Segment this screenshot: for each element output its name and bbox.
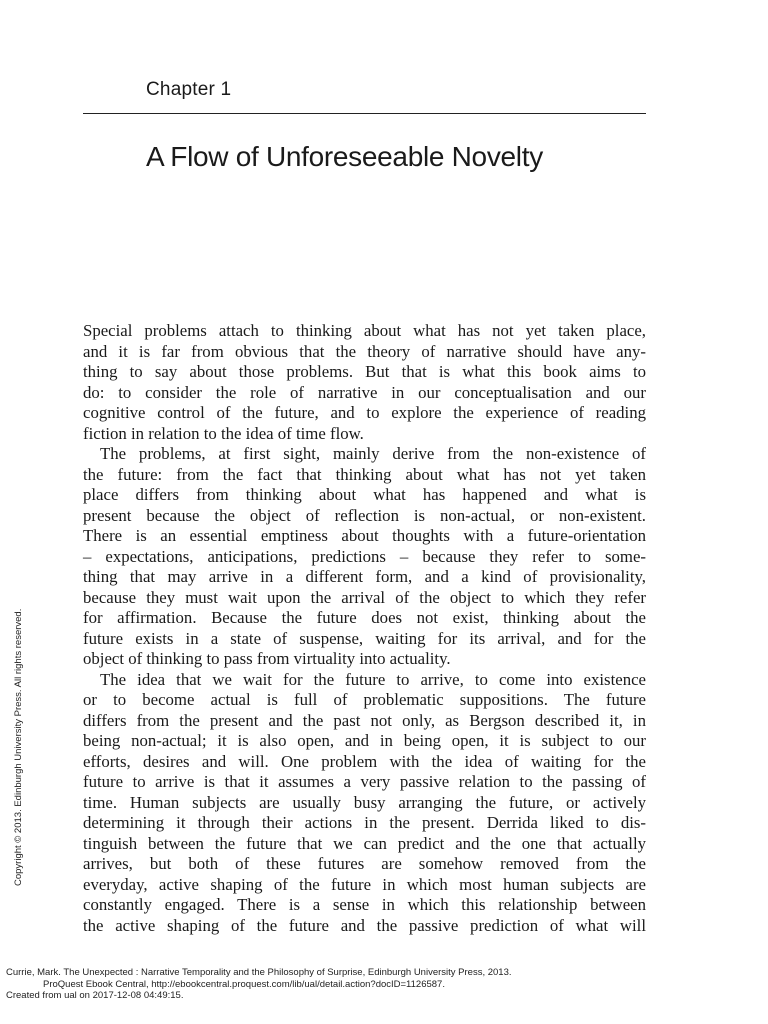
text-line: arrives, but both of these futures are somehow removed from the [83, 854, 646, 873]
chapter-label: Chapter 1 [146, 79, 232, 100]
text-line: or to become actual is full of problematic suppositions. The future [83, 690, 646, 709]
text-line: everyday, active shaping of the future in which most human subjects are [83, 874, 646, 894]
text-line: constantly engaged. There is a sense in which this relationship between [83, 895, 646, 914]
text-line: There is an essential emptiness about thoughts with a future-orientation [83, 526, 646, 545]
text-line: do: to consider the role of narrative in our conceptualisation and our [83, 382, 646, 402]
text-line: time. Human subjects are usually busy arranging the future, or actively [83, 792, 646, 812]
paragraph [83, 670, 646, 937]
text-line: The idea that we wait for the future to arrive, to come into existence [100, 669, 646, 689]
paragraph [83, 444, 646, 670]
text-line: cognitive control of the future, and to explore the experience of reading [83, 403, 646, 422]
body-text [83, 321, 646, 936]
text-line: thing to say about those problems. But that is what this book aims to [83, 362, 646, 381]
text-line: and it is far from obvious that the theory of narrative should have any- [83, 341, 646, 361]
text-line: tinguish between the future that we can predict and the one that actually [83, 833, 646, 853]
text-line: future exists in a state of suspense, waiting for its arrival, and for the [83, 628, 646, 648]
text-line: determining it through their actions in the present. Derrida liked to dis- [83, 813, 646, 832]
text-line: – expectations, anticipations, predictions – because they refer to some- [83, 546, 646, 566]
paragraph [83, 321, 646, 444]
text-line: present because the object of reflection is non-actual, or non-existent. [83, 505, 646, 525]
text-line: thing that may arrive in a different form, and a kind of provisionality, [83, 567, 646, 586]
text-line: because they must wait upon the arrival of the object to which they refer [83, 587, 646, 607]
text-line: place differs from thinking about what has happened and what is [83, 485, 646, 504]
citation-line: Currie, Mark. The Unexpected : Narrative Temporality and the Philosophy of Surprise, Edinburgh University Press, 2013. [6, 967, 512, 978]
copyright-notice: Copyright © 2013. Edinburgh University Press. All rights reserved. [13, 608, 24, 886]
text-line: efforts, desires and will. One problem with the idea of waiting for the [83, 751, 646, 771]
text-line: future to arrive is that it assumes a very passive relation to the passing of [83, 772, 646, 791]
created-line: Created from ual on 2017-12-08 04:49:15. [6, 990, 184, 1001]
text-line: for affirmation. Because the future does not exist, thinking about the [83, 608, 646, 627]
text-line: The problems, at first sight, mainly derive from the non-existence of [100, 444, 646, 463]
text-line: being non-actual; it is also open, and in being open, it is subject to our [83, 731, 646, 750]
chapter-title: A Flow of Unforeseeable Novelty [146, 141, 543, 172]
header-rule [83, 113, 646, 114]
text-line: Special problems attach to thinking about what has not yet taken place, [83, 321, 646, 340]
citation-footer [6, 967, 512, 1002]
text-line: the active shaping of the future and the passive prediction of what will [83, 915, 646, 935]
source-line: ProQuest Ebook Central, http://ebookcentral.proquest.com/lib/ual/detail.action?docID=1126587. [43, 978, 445, 990]
text-line: the future: from the fact that thinking about what has not yet taken [83, 464, 646, 484]
text-line: differs from the present and the past not only, as Bergson described it, in [83, 710, 646, 730]
text-line: object of thinking to pass from virtuality into actuality. [83, 649, 451, 668]
text-line: fiction in relation to the idea of time flow. [83, 423, 364, 443]
